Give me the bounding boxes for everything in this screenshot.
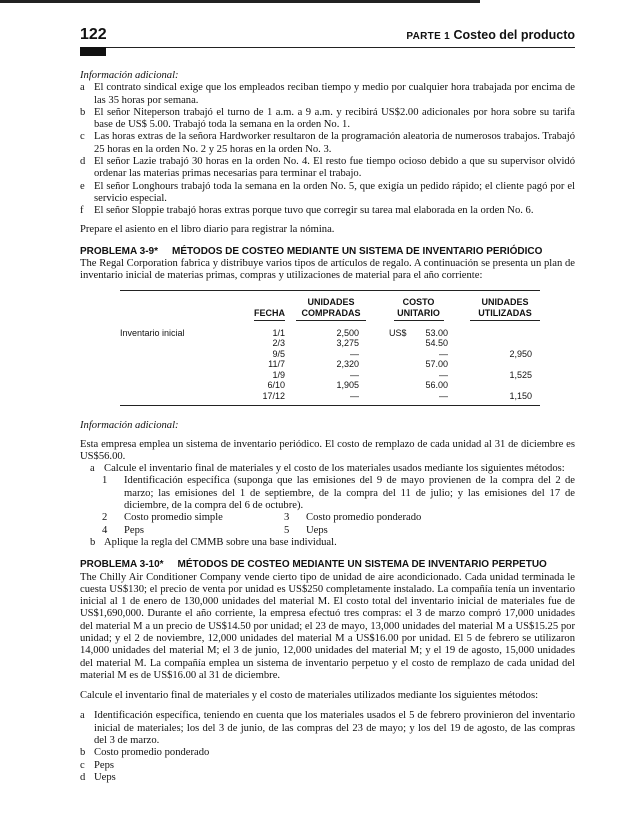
row-label [120,349,225,360]
cell-unidades-compradas: — [350,390,359,401]
part-b-text: Aplique la regla del CMMB sobre una base individual. [104,536,337,548]
cell-unidades-utilizadas: 2,950 [509,348,532,359]
cell-unidades-utilizadas [460,322,540,339]
method-number: 5 [284,524,290,536]
info-item [80,82,575,107]
page-content [80,70,575,784]
method-text: Ueps [306,524,328,536]
problem-title: MÉTODOS DE COSTEO MEDIANTE UN SISTEMA DE INVENTARIO PERIÓDICO [171,245,543,257]
method-number: 1 [102,475,108,487]
cost-value: 56.00 [425,380,448,391]
problem-3-10-item [80,710,575,747]
problem-3-9-info-heading: Información adicional: [80,420,179,432]
method-number: 2 [102,512,108,524]
part-a-text: Calcule el inventario final de materiales y el costo de los materiales usados mediante los siguientes métodos: [104,463,565,475]
cell-costo-unitario [377,322,460,339]
cell-fecha: 1/1 [272,327,285,338]
cell-unidades-utilizadas [460,380,540,391]
part-a [90,463,575,475]
problem-3-10-item [80,772,575,784]
method-number: 3 [284,512,290,524]
cell-fecha: 11/7 [268,359,285,370]
item-text: El contrato sindical exige que los empleados reciban tiempo y medio por cualquier hora trabajada por encima de las 35 horas por semana. [94,82,575,106]
item-text: Peps [94,759,115,771]
item-letter: a [80,82,85,94]
page-number: 122 [80,26,107,43]
problem-number: PROBLEMA 3-9* [80,245,158,257]
col-header-fecha: FECHA [254,308,285,321]
cell-costo-unitario [377,338,460,349]
cell-unidades-compradas: 3,275 [336,338,359,349]
item-text: El señor Sloppie trabajó horas extras porque tuvo que corregir su tarea mal elaborada en la orden No. 6. [94,205,534,217]
cost-value: 54.50 [425,338,448,349]
top-rule [0,0,480,3]
table-row [120,370,540,381]
cell-unidades-utilizadas [460,338,540,349]
running-head-part: PARTE 1 [406,31,450,42]
item-letter: b [80,747,86,759]
item-letter: b [80,106,86,118]
cell-fecha: 2/3 [272,338,285,349]
row-label [120,391,225,402]
table-row [120,391,540,402]
problem-3-10-body: The Chilly Air Conditioner Company vende cierto tipo de unidad de aire acondicionado. Cada unidad terminada le cuesta US$130; el precio de venta por unidad es US$250 completamente instalado. La compañía tenía un inventario inicial al 1 de enero de 130,000 unidades del material M. El costo total del inventario inicial de materiales fue de US$1,690,000. Durante el año corriente, la empresa efectuó tres compras: el 3 de marzo compró 17,000 unidades del material M a un precio de US$14.50 por unidad; el 23 de mayo, 13,000 unidades del material M a US$15.25 por unidad; y el 2 de noviembre, 12,000 unidades del material M a US$16.00 por unidad. El 5 de febrero se utilizaron 14,000 unidades del material M; el 3 de junio, 12,000 unidades del material M; y el 19 de agosto, 15,000 unidades del material M. La compañía emplea un sistema de inventario perpetuo y el costo de remplazo de cada unidad del material M es de US$16.00 al 31 de diciembre. [80,571,575,681]
table-row [120,322,540,339]
row-label [120,370,225,381]
table-row [120,349,540,360]
cell-costo-unitario [377,370,460,381]
part-letter: b [90,536,96,548]
info-heading: Información adicional: [80,70,179,81]
inventory-table [120,291,540,402]
cell-unidades-utilizadas [460,359,540,370]
cell-costo-unitario [377,349,460,360]
cell-costo-unitario [377,359,460,370]
problem-3-10-item [80,747,575,759]
part-letter: a [90,463,95,475]
running-head-title: Costeo del producto [453,28,575,42]
item-text: Las horas extras de la señora Hardworker resultaron de la programación aleatoria de numerosos trabajos. Trabajó 25 horas en la orden No. 2 y 25 horas en la orden No. 3. [94,131,575,155]
item-text: Costo promedio ponderado [94,747,210,759]
problem-3-10-heading [80,559,575,571]
item-letter: d [80,156,86,168]
item-text: Ueps [94,771,116,783]
cost-value: 53.00 [425,327,448,338]
table-row [120,380,540,391]
item-letter: f [80,205,84,217]
info-item [80,131,575,156]
item-text: El señor Longhours trabajó toda la semana en la orden No. 5, que exigía un pedido rápido; el cliente pagó por el servicio especial. [94,180,575,204]
info-item [80,181,575,206]
col-header-unidades-utilizadas: UNIDADES UTILIZADAS [470,297,540,321]
method-text: Identificación específica (suponga que las emisiones del 9 de mayo provienen de la compra del 2 de marzo; las emisiones del 1 de septiembre, de la compra del 11 de julio; y las emisiones del 17 de diciembre, de la compra del 6 de octubre). [124,475,575,512]
item-letter: e [80,180,85,192]
cell-unidades-compradas: 2,500 [336,327,359,338]
cost-value: — [439,369,448,380]
cell-unidades-compradas: — [350,369,359,380]
cell-unidades-utilizadas: 1,150 [509,390,532,401]
item-letter: c [80,759,85,771]
row-label [120,380,225,391]
table-row [120,338,540,349]
problem-3-10-item [80,760,575,772]
part-b [90,537,575,549]
col-header-unidades-compradas: UNIDADES COMPRADAS [296,297,366,321]
problem-3-10-calc: Calcule el inventario final de materiales y el costo de materiales utilizados mediante los siguientes métodos: [80,690,539,702]
item-text: El señor Niteperson trabajó el turno de 1 a.m. a 9 a.m. y recibirá US$2.00 adicionales por hora sobre su tarifa base de US$ 5.00. Trabajó toda la semana en la orden No. 1. [94,106,575,131]
row-label: Inventario inicial [120,327,185,338]
cell-costo-unitario [377,380,460,391]
item-text: El señor Lazie trabajó 30 horas en la orden No. 4. El resto fue tiempo ocioso debido a que su supervisor olvidó ordenar las materias primas necesarias para terminar el trabajo. [94,156,575,180]
method-grid [102,512,575,537]
col-header-costo-unitario: COSTO UNITARIO [394,297,444,321]
cell-fecha: 1/9 [272,369,285,380]
problem-3-9-intro: The Regal Corporation fabrica y distribuye varios tipos de artículos de regalo. A continuación se presenta un plan de inventario inicial de materias primas, compras y utilizaciones de material para el año corriente: [80,258,575,282]
info-item [80,205,575,217]
row-label [120,359,225,370]
problem-title: MÉTODOS DE COSTEO MEDIANTE UN SISTEMA DE INVENTARIO PERPETUO [177,559,547,571]
table-header-row [120,291,540,322]
table-row [120,359,540,370]
item-letter: a [80,710,85,722]
cell-fecha: 6/10 [267,380,285,391]
problem-number: PROBLEMA 3-10* [80,559,164,571]
cell-costo-unitario [377,391,460,402]
method-number: 4 [102,524,108,536]
header-rule [80,47,575,48]
currency: US$ [389,327,407,338]
method-text: Costo promedio ponderado [306,512,422,524]
item-letter: c [80,131,85,143]
problem-3-9-heading [80,246,575,258]
problem-3-9-info-text: Esta empresa emplea un sistema de inventario periódico. El costo de remplazo de cada unidad al 31 de diciembre es US$56.00. [80,438,575,462]
cell-fecha: 9/5 [272,348,285,359]
method-text: Peps [124,524,145,536]
info-item [80,156,575,181]
header-block-mark [80,47,106,56]
info-item [80,107,575,132]
cost-value: — [439,390,448,401]
row-label [120,338,225,349]
page-header [80,26,575,48]
cell-unidades-compradas: — [350,348,359,359]
cell-unidades-compradas: 1,905 [336,380,359,391]
cost-value: — [439,348,448,359]
item-letter: d [80,771,86,783]
cell-unidades-utilizadas: 1,525 [509,369,532,380]
prepare-instruction: Prepare el asiento en el libro diario para registrar la nómina. [80,223,335,235]
info-list [80,82,575,217]
method-text: Costo promedio simple [124,512,223,524]
method-item [102,475,575,512]
cell-unidades-compradas: 2,320 [336,359,359,370]
cell-fecha: 17/12 [262,390,285,401]
running-head [406,28,575,42]
item-text: Identificación específica, teniendo en cuenta que los materiales usados el 5 de febrero provinieron del inventario inicial de materiales; los del 3 de junio, de las compras del 23 de mayo; y los del 19 de agosto, de las compras del 3 de marzo. [94,710,575,747]
cost-value: 57.00 [425,359,448,370]
